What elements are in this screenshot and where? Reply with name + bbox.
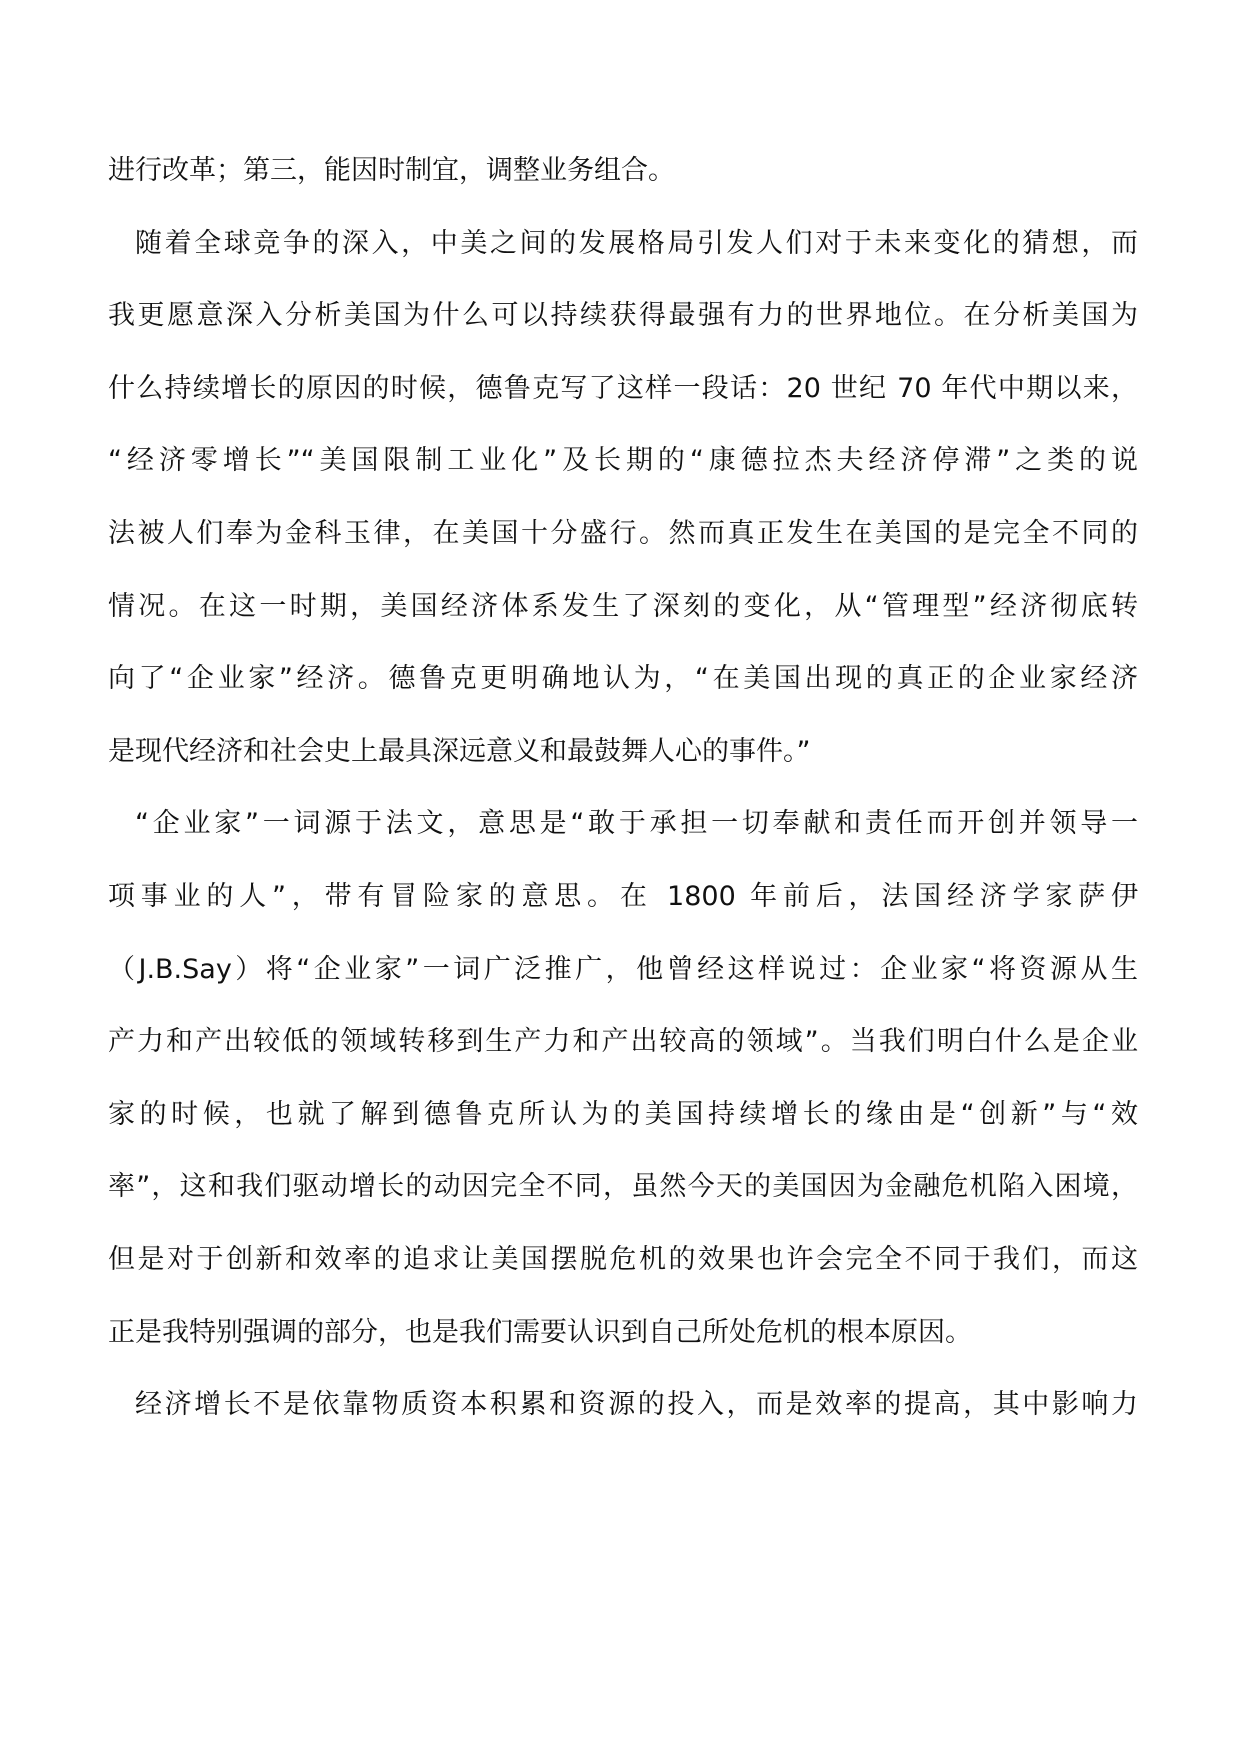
text-line: 我更愿意深入分析美国为什么可以持续获得最强有力的世界地位。在分析美国为 (108, 300, 1138, 331)
text-line: 项事业的人”，带有冒险家的意思。在 1800 年前后，法国经济学家萨伊 (108, 881, 1138, 912)
text-line: 率”，这和我们驱动增长的动因完全不同，虽然今天的美国因为金融危机陷入困境， (108, 1171, 1138, 1202)
text-line: 正是我特别强调的部分，也是我们需要认识到自己所处危机的根本原因。 (108, 1317, 972, 1348)
text-line: 但是对于创新和效率的追求让美国摆脱危机的效果也许会完全不同于我们，而这 (108, 1244, 1138, 1275)
text-line: 家的时候，也就了解到德鲁克所认为的美国持续增长的缘由是“创新”与“效 (108, 1099, 1138, 1130)
text-line: 什么持续增长的原因的时候，德鲁克写了这样一段话：20 世纪 70 年代中期以来， (108, 373, 1138, 404)
text-line: 法被人们奉为金科玉律，在美国十分盛行。然而真正发生在美国的是完全不同的 (108, 518, 1138, 549)
text-line: 产力和产出较低的领域转移到生产力和产出较高的领域”。当我们明白什么是企业 (108, 1026, 1138, 1057)
text-line: “经济零增长”“美国限制工业化”及长期的“康德拉杰夫经济停滞”之类的说 (108, 445, 1138, 476)
text-line: 向了“企业家”经济。德鲁克更明确地认为，“在美国出现的真正的企业家经济 (108, 663, 1138, 694)
text-line: 随着全球竞争的深入，中美之间的发展格局引发人们对于未来变化的猜想，而 (135, 228, 1138, 259)
text-line: 经济增长不是依靠物质资本积累和资源的投入，而是效率的提高，其中影响力 (135, 1389, 1138, 1420)
text-line: 进行改革；第三，能因时制宜，调整业务组合。 (108, 155, 675, 186)
text-line: （J.B.Say）将“企业家”一词广泛推广，他曾经这样说过：企业家“将资源从生 (108, 954, 1138, 985)
text-line: “企业家”一词源于法文，意思是“敢于承担一切奉献和责任而开创并领导一 (135, 808, 1138, 839)
text-line: 是现代经济和社会史上最具深远意义和最鼓舞人心的事件。” (108, 736, 811, 767)
text-line: 情况。在这一时期，美国经济体系发生了深刻的变化，从“管理型”经济彻底转 (108, 591, 1138, 622)
